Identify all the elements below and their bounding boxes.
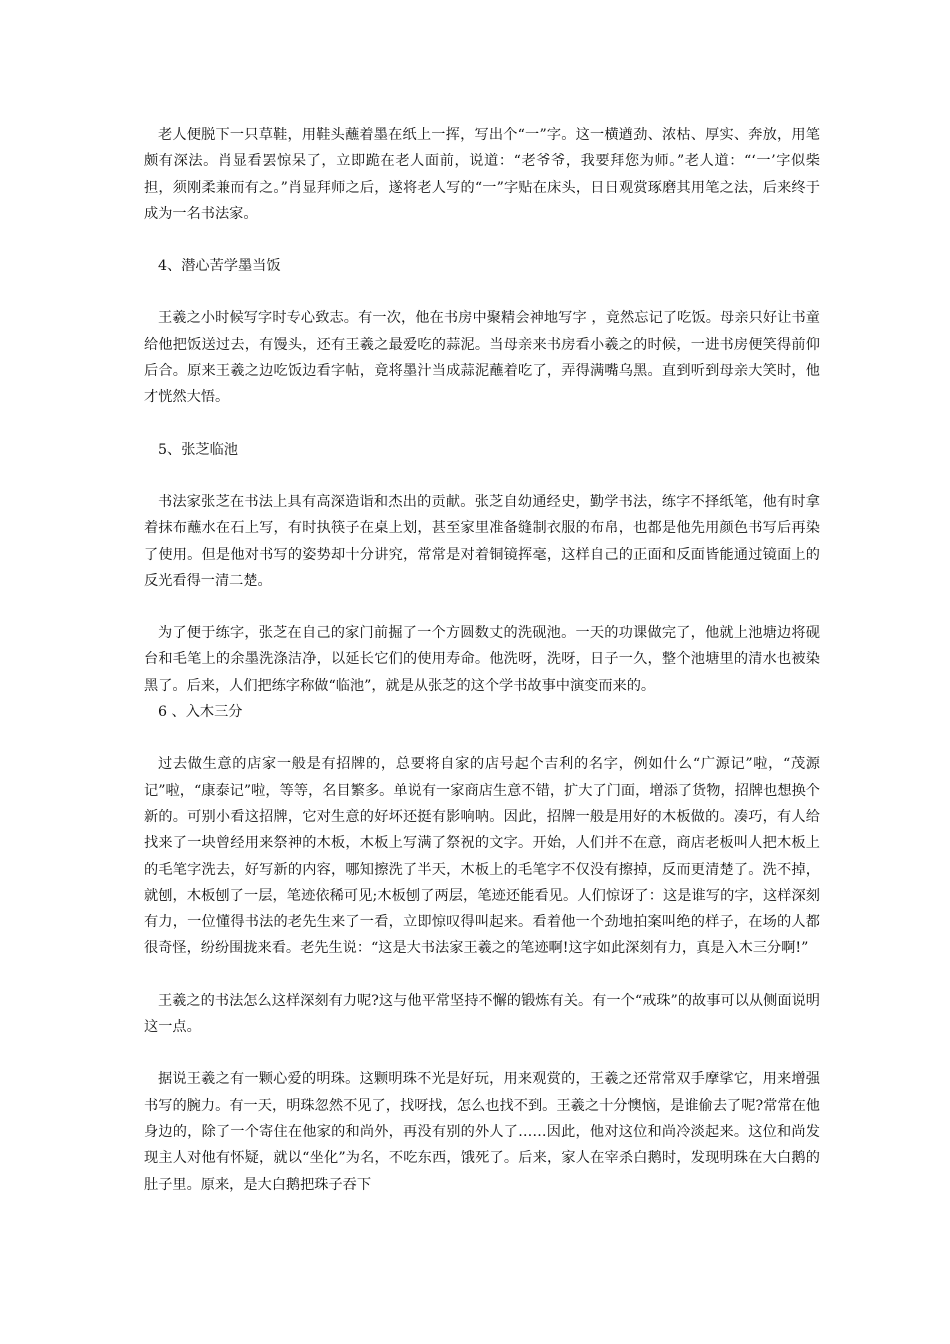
paragraph-zhang-zhi-mirror: 书法家张芝在书法上具有高深造诣和杰出的贡献。张芝自幼通经史，勤学书法，练字不择纸笔，他有时拿着抹布蘸水在石上写，有时执筷子在桌上划，甚至家里准备缝制衣服的布帛，也都是他先用颜色书写后再染了使用。但是他对书写的姿势却十分讲究，常常是对着铜镜挥毫，这样自己的正面和反面皆能通过镜面上的反光看得一清二楚。 [144,493,820,589]
paragraph-old-man-one-stroke: 老人便脱下一只草鞋，用鞋头蘸着墨在纸上一挥，写出个“一”字。这一横遒劲、浓枯、厚实、奔放，用笔颇有深法。肖显看罢惊呆了，立即跪在老人面前，说道：“老爷爷，我要拜您为师。”老人道：“‘一’字似柴担，须刚柔兼而有之。”肖显拜师之后，遂将老人写的“一”字贴在床头，日日观赏琢磨其用笔之法，后来终于成为一名书法家。 [144,127,820,222]
section-heading-4: 4、潜心苦学墨当饭 [158,258,281,275]
paragraph-why-powerful: 王羲之的书法怎么这样深刻有力呢?这与他平常坚持不懈的锻炼有关。有一个“戒珠”的故事可以从侧面说明这一点。 [144,992,820,1036]
paragraph-pearl-story: 据说王羲之有一颗心爱的明珠。这颗明珠不光是好玩，用来观赏的，王羲之还常常双手摩挲它，用来增强书写的腕力。有一天，明珠忽然不见了，找呀找，怎么也找不到。王羲之十分懊恼，是谁偷去了呢?常常在他身边的，除了一个寄住在他家的和尚外，再没有别的外人了……因此，他对这位和尚冷淡起来。这位和尚发现主人对他有怀疑，就以“坐化”为名，不吃东西，饿死了。后来，家人在宰杀白鹅时，发现明珠在大白鹅的肚子里。原来，是大白鹅把珠子吞下 [144,1071,820,1193]
section-heading-5: 5、张芝临池 [158,441,238,458]
paragraph-wang-xizhi-ink: 王羲之小时候写字时专心致志。有一次，他在书房中聚精会神地写字 ，竟然忘记了吃饭。母亲只好让书童给他把饭送过去，有馒头，还有王羲之最爱吃的蒜泥。当母亲来书房看小羲之的时候，一进书房便笑得前仰后合。原来王羲之边吃饭边看字帖，竟将墨汁当成蒜泥蘸着吃了，弄得满嘴乌黑。直到听到母亲大笑时，他才恍然大悟。 [144,310,820,406]
section-heading-6: 6 、入木三分 [158,704,243,721]
paragraph-signboard-story: 过去做生意的店家一般是有招牌的，总要将自家的店号起个吉利的名字，例如什么“广源记”啦，“茂源记”啦，“康泰记”啦，等等，名目繁多。单说有一家商店生意不错，扩大了门面，增添了货物，招牌也想换个新的。可别小看这招牌，它对生意的好坏还挺有影响呐。因此，招牌一般是用好的木板做的。凑巧，有人给找来了一块曾经用来祭神的木板，木板上写满了祭祝的文字。开始，人们并不在意，商店老板叫人把木板上的毛笔字洗去，好写新的内容，哪知擦洗了半天，木板上的毛笔字不仅没有擦掉，反而更清楚了。洗不掉，就刨，木板刨了一层，笔迹依稀可见;木板刨了两层，笔迹还能看见。人们惊讶了：这是谁写的字，这样深刻有力，一位懂得书法的老先生来了一看，立即惊叹得叫起来。看着他一个劲地拍案叫绝的样子，在场的人都很奇怪，纷纷围拢来看。老先生说：“这是大书法家王羲之的笔迹啊!这字如此深刻有力，真是入木三分啊!” [144,756,820,957]
paragraph-zhang-zhi-pond: 为了便于练字，张芝在自己的家门前掘了一个方圆数丈的洗砚池。一天的功课做完了，他就上池塘边将砚台和毛笔上的余墨洗涤洁净，以延长它们的使用寿命。他洗呀，洗呀，日子一久，整个池塘里的清水也被染黑了。后来，人们把练字称做“临池”，就是从张芝的这个学书故事中演变而来的。 [144,625,820,694]
document-page [144,122,820,1198]
